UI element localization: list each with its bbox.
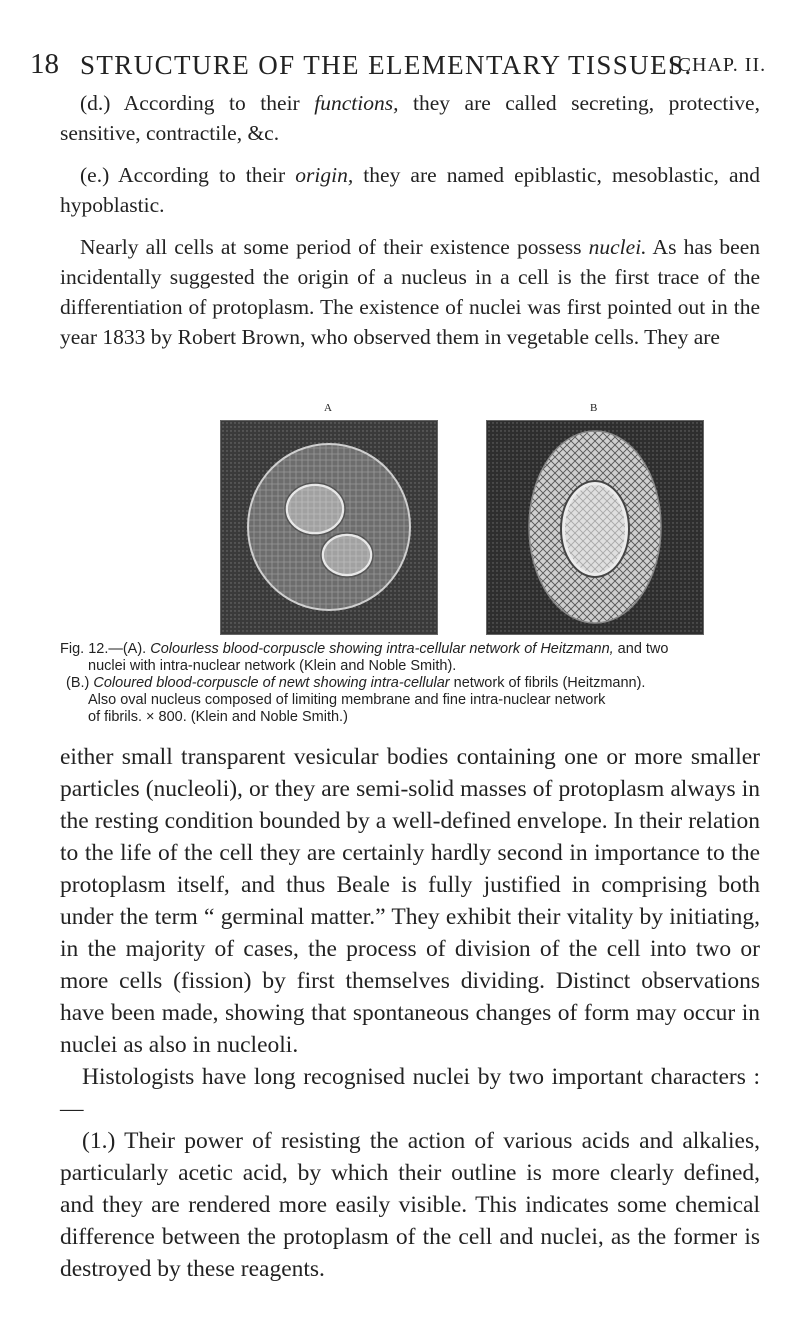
paragraph-e-italic: origin,: [295, 163, 354, 187]
figure-b-image: [486, 420, 704, 635]
paragraph-nuclei: [60, 232, 760, 352]
caption-a-italic: Colourless blood-corpuscle showing intra-cellular network of Heitzmann,: [150, 641, 614, 657]
running-header: [30, 48, 770, 88]
figure-caption: [60, 641, 760, 726]
figure-a-image: [220, 420, 438, 635]
caption-a-line-1: [60, 641, 760, 658]
body-paragraph-2: Histologists have long recognised nuclei by two important characters :—: [60, 1064, 760, 1122]
caption-a-prefix: Fig. 12.—(A).: [60, 641, 151, 657]
caption-b-prefix: (B.): [66, 675, 94, 691]
colourless-corpuscle-illustration: [221, 421, 437, 634]
caption-b-line-3: of fibrils. × 800. (Klein and Noble Smith.): [88, 709, 348, 725]
caption-a-rest: and two: [613, 641, 669, 657]
figure-label-b: B: [590, 402, 598, 414]
paragraph-d: [60, 88, 760, 148]
paragraph-d-text-2: they are called secreting, protective, sensitive, contractile, &c.: [60, 91, 760, 145]
chapter-marker: [CHAP. II.: [670, 54, 767, 76]
caption-b-italic: Coloured blood-corpuscle of newt showing intra-cellular: [93, 675, 450, 691]
paragraph-e: [60, 160, 760, 220]
page-number: 18: [30, 48, 59, 80]
paragraph-nuclei-text-2: As has been incidentally suggested the origin of a nucleus in a cell is the first trace of the differentiation of protoplasm. The existence of nuclei was first pointed out in the year 1833 by Robert Brown, who observed them in vegetable cells. They are: [60, 235, 761, 349]
coloured-corpuscle-illustration: [487, 421, 703, 634]
paragraph-d-italic: functions,: [314, 91, 399, 115]
paragraph-nuclei-text: Nearly all cells at some period of their existence possess: [80, 235, 589, 259]
caption-b-line-2: Also oval nucleus composed of limiting membrane and fine intra-nuclear network: [88, 692, 606, 708]
body-paragraph-1: either small transparent vesicular bodies containing one or more smaller particles (nucleoli), or they are semi-solid masses of protoplasm always in the resting condition bounded by a well-defined envelope. In their relation to the life of the cell they are certainly hardly second in importance to the protoplasm itself, and thus Beale is fully justified in comprising both under the term “ germinal matter.” They exhibit their vitality by initiating, in the majority of cases, the process of division of the cell into two or more cells (fission) by first themselves dividing. Distinct observations have been made, showing that spontaneous changes of form may occur in nuclei as also in nucleoli.: [60, 744, 760, 1058]
caption-b-line-1: [60, 675, 760, 692]
paragraph-e-text: (e.) According to their: [80, 163, 296, 187]
paragraph-e-text-2: they are named epiblastic, mesoblastic, and hypoblastic.: [60, 163, 760, 217]
paragraph-nuclei-italic: nuclei.: [588, 235, 647, 259]
running-title: STRUCTURE OF THE ELEMENTARY TISSUES.: [80, 50, 693, 80]
paragraph-d-text: (d.) According to their: [80, 91, 315, 115]
body-text: [60, 741, 760, 1285]
body-paragraph-3: (1.) Their power of resisting the action of various acids and alkalies, particularly acetic acid, by which their outline is more clearly defined, and they are rendered more easily visible. This indicates some chemical difference between the protoplasm of the cell and nuclei, as the former is destroyed by these reagents.: [60, 1128, 760, 1282]
caption-a-line-2: nuclei with intra-nuclear network (Klein and Noble Smith).: [88, 658, 457, 674]
figure-label-a: A: [324, 402, 332, 414]
caption-b-rest: network of fibrils (Heitzmann).: [449, 675, 646, 691]
